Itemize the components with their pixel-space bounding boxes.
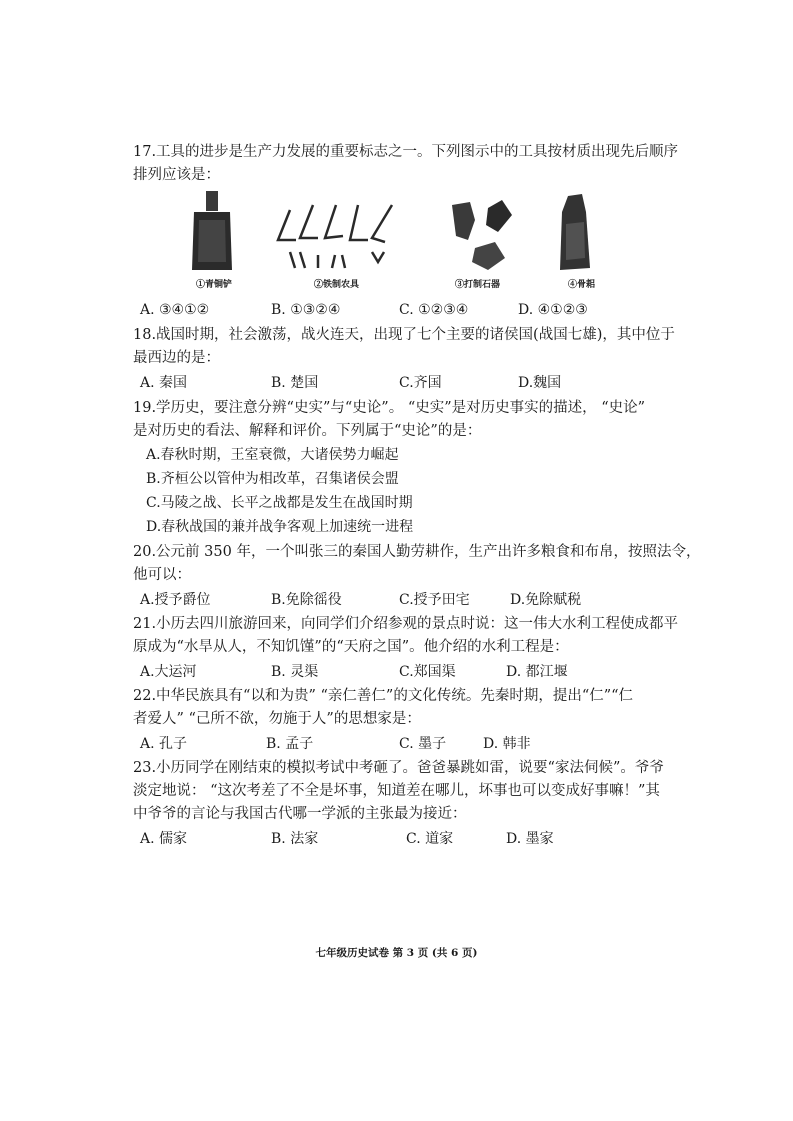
q19-option-b[interactable]: B.齐桓公以管仲为相改革，召集诸侯会盟 [146, 471, 399, 487]
q18-stem-line2: 最西边的是： [133, 350, 220, 366]
q17-option-b[interactable]: B. ①③②④ [271, 302, 341, 318]
q18-option-a[interactable]: A. 秦国 [140, 375, 188, 391]
q23-stem-line1: 23.小历同学在刚结束的模拟考试中考砸了。爸爸暴跳如雷，说要“家法伺候”。爷爷 [133, 760, 664, 776]
q19-stem-line1: 19.学历史，要注意分辨“史实”与“史论”。 “史实”是对历史事实的描述， “史论” [133, 400, 646, 416]
q22-stem-line1: 22.中华民族具有“以和为贵” “亲仁善仁”的文化传统。先秦时期，提出“仁”“仁 [133, 688, 634, 704]
bone-plough-image [560, 194, 590, 270]
caption-bronze-spade: ①青铜铲 [196, 280, 233, 290]
q22-option-d[interactable]: D. 韩非 [483, 736, 531, 752]
q22-stem-line2: 者爱人” “己所不欲，勿施于人”的思想家是： [133, 711, 421, 727]
q20-stem-line1: 20.公元前 350 年，一个叫张三的秦国人勤劳耕作，生产出许多粮食和布帛，按照法令， [133, 544, 701, 560]
q20-option-d[interactable]: D.免除赋税 [510, 592, 582, 608]
q22-option-c[interactable]: C. 墨子 [399, 736, 447, 752]
q17-stem-line1: 17.工具的进步是生产力发展的重要标志之一。下列图示中的工具按材质出现先后顺序 [133, 144, 679, 160]
q20-option-b[interactable]: B.免除徭役 [271, 592, 342, 608]
q17-option-c[interactable]: C. ①②③④ [399, 302, 469, 318]
q21-stem-line2: 原成为“水旱从人，不知饥馑”的“天府之国”。他介绍的水利工程是： [133, 639, 569, 655]
stone-tools-image [452, 200, 512, 270]
q17-stem-line2: 排列应该是： [133, 167, 220, 183]
caption-stone-tools: ③打制石器 [455, 280, 501, 290]
q22-option-b[interactable]: B. 孟子 [266, 736, 314, 752]
caption-bone-plough: ④骨耜 [568, 280, 596, 290]
q19-option-a[interactable]: A.春秋时期，王室衰微，大诸侯势力崛起 [146, 447, 399, 463]
q18-option-c[interactable]: C.齐国 [399, 375, 442, 391]
q17-option-a[interactable]: A. ③④①② [140, 302, 210, 318]
q21-option-a[interactable]: A.大运河 [140, 664, 197, 680]
q17-tools-figure [0, 0, 793, 330]
q23-option-b[interactable]: B. 法家 [271, 831, 319, 847]
q23-stem-line3: 中爷爷的言论与我国古代哪一学派的主张最为接近： [133, 806, 467, 822]
q21-stem-line1: 21.小历去四川旅游回来，向同学们介绍参观的景点时说：这一伟大水利工程使成都平 [133, 616, 679, 632]
q23-stem-line2: 淡定地说： “这次考差了不全是坏事，知道差在哪儿，坏事也可以变成好事嘛！”其 [133, 783, 660, 799]
q19-option-c[interactable]: C.马陵之战、长平之战都是发生在战国时期 [146, 495, 413, 511]
q23-option-c[interactable]: C. 道家 [406, 831, 454, 847]
q18-option-b[interactable]: B. 楚国 [271, 375, 319, 391]
q21-option-d[interactable]: D. 都江堰 [506, 664, 568, 680]
q20-option-a[interactable]: A.授予爵位 [140, 592, 211, 608]
q18-stem-line1: 18.战国时期，社会激荡，战火连天，出现了七个主要的诸侯国(战国七雄)，其中位于 [133, 327, 675, 343]
caption-iron-tools: ②铁制农具 [314, 280, 360, 290]
q19-stem-line2: 是对历史的看法、解释和评价。下列属于“史论”的是： [133, 423, 482, 439]
q23-option-a[interactable]: A. 儒家 [140, 831, 188, 847]
q19-option-d[interactable]: D.春秋战国的兼并战争客观上加速统一进程 [146, 519, 414, 535]
q18-option-d[interactable]: D.魏国 [518, 375, 562, 391]
bronze-spade-image [192, 191, 232, 270]
q21-option-b[interactable]: B. 灵渠 [271, 664, 319, 680]
page-footer: 七年级历史试卷 第 3 页 (共 6 页) [315, 947, 478, 959]
q21-option-c[interactable]: C.郑国渠 [399, 664, 456, 680]
q17-option-d[interactable]: D. ④①②③ [518, 302, 588, 318]
q23-option-d[interactable]: D. 墨家 [506, 831, 554, 847]
q22-option-a[interactable]: A. 孔子 [140, 736, 188, 752]
q20-option-c[interactable]: C.授予田宅 [399, 592, 470, 608]
iron-tools-image [278, 205, 392, 268]
q20-stem-line2: 他可以： [133, 567, 191, 583]
